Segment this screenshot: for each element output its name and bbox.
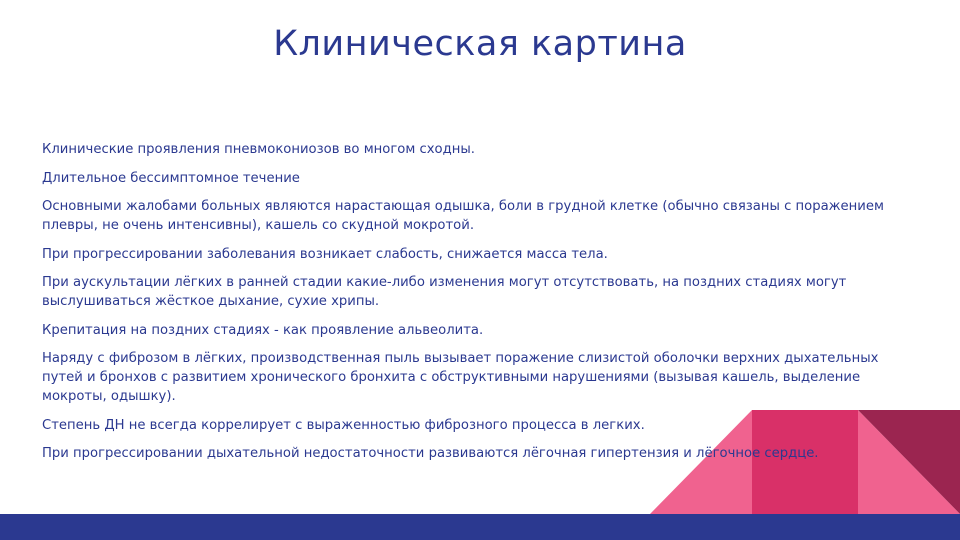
paragraph: Длительное бессимптомное течение: [42, 170, 300, 186]
paragraph: Крепитация на поздних стадиях - как проявление альвеолита.: [42, 322, 484, 338]
paragraph: При прогрессировании заболевания возникает слабость, снижается масса тела.: [42, 246, 608, 262]
paragraph: При аускультации лёгких в ранней стадии какие-либо изменения могут отсутствовать, на поздних стадиях могут выслушиваться жёсткое дыхание, сухие хрипы.: [42, 275, 847, 309]
bottom-bar: [0, 514, 960, 540]
paragraph: Основными жалобами больных являются нарастающая одышка, боли в грудной клетке (обычно связаны с поражением плевры, не очень интенсивны), кашель со скудной мокротой.: [42, 199, 884, 233]
paragraph: Степень ДН не всегда коррелирует с выраженностью фиброзного процесса в легких.: [42, 417, 645, 433]
paragraph: Клинические проявления пневмокониозов во многом сходны.: [42, 142, 475, 157]
slide-body: [42, 140, 922, 473]
slide-title: Клиническая картина: [273, 24, 687, 64]
paragraph: При прогрессировании дыхательной недостаточности развиваются лёгочная гипертензия и лёгочное сердце.: [42, 446, 819, 461]
paragraph: Наряду с фиброзом в лёгких, производственная пыль вызывает поражение слизистой оболочки верхних дыхательных путей и бронхов с развитием хронического бронхита с обструктивными нарушениями (вызывая кашель, выделение мокроты, одышку).: [42, 351, 879, 404]
